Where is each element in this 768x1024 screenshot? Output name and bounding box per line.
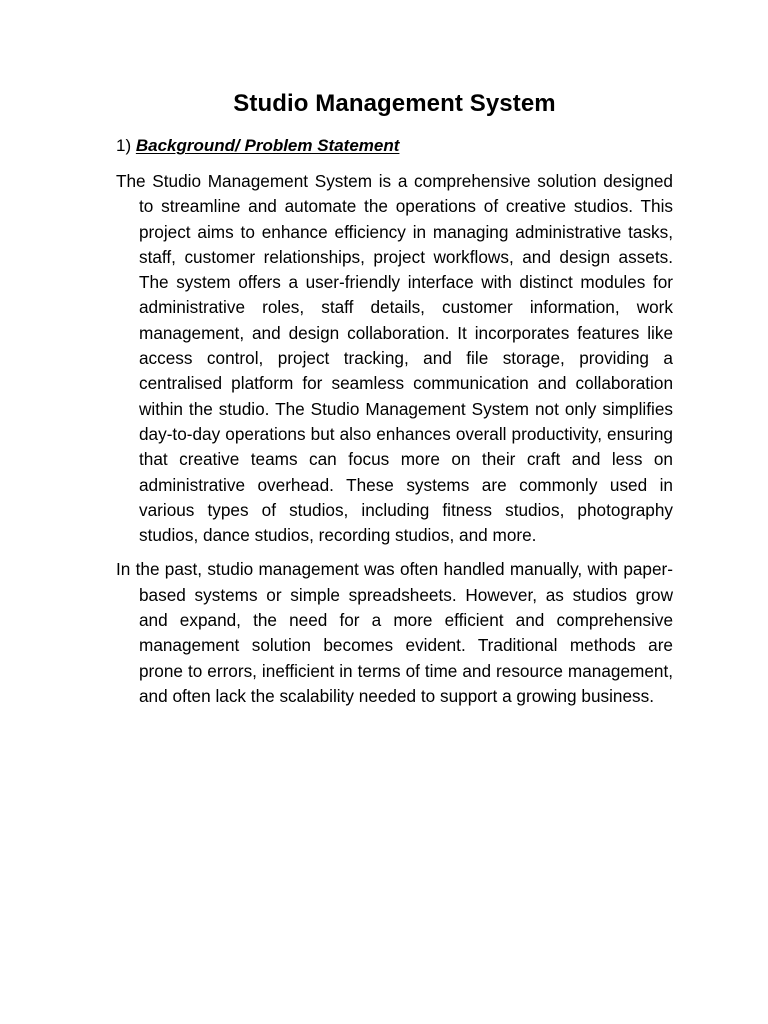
section-heading [116, 135, 673, 157]
document-title: Studio Management System [233, 90, 556, 117]
body-paragraph: In the past, studio management was often handled manually, with paper-based systems or simple spreadsheets. However, as studios grow and expand, the need for a more efficient and comprehensive management solution becomes evident. Traditional methods are prone to errors, inefficient in terms of time and resource management, and often lack the scalability needed to support a growing business. [116, 559, 673, 706]
document-page [116, 88, 673, 709]
body-paragraph: The Studio Management System is a comprehensive solution designed to streamline and automate the operations of creative studios. This project aims to enhance efficiency in managing administrative tasks, staff, customer relationships, project workflows, and design assets. The system offers a user-friendly interface with distinct modules for administrative roles, staff details, customer information, work management, and design collaboration. It incorporates features like access control, project tracking, and file storage, providing a centralised platform for seamless communication and collaboration within the studio. The Studio Management System not only simplifies day-to-day operations but also enhances overall productivity, ensuring that creative teams can focus more on their craft and less on administrative overhead. These systems are commonly used in various types of studios, including fitness studios, photography studios, dance studios, recording studios, and more. [116, 171, 673, 546]
section-heading-text: Background/ Problem Statement [135, 136, 400, 155]
section-number: 1) [116, 136, 132, 155]
